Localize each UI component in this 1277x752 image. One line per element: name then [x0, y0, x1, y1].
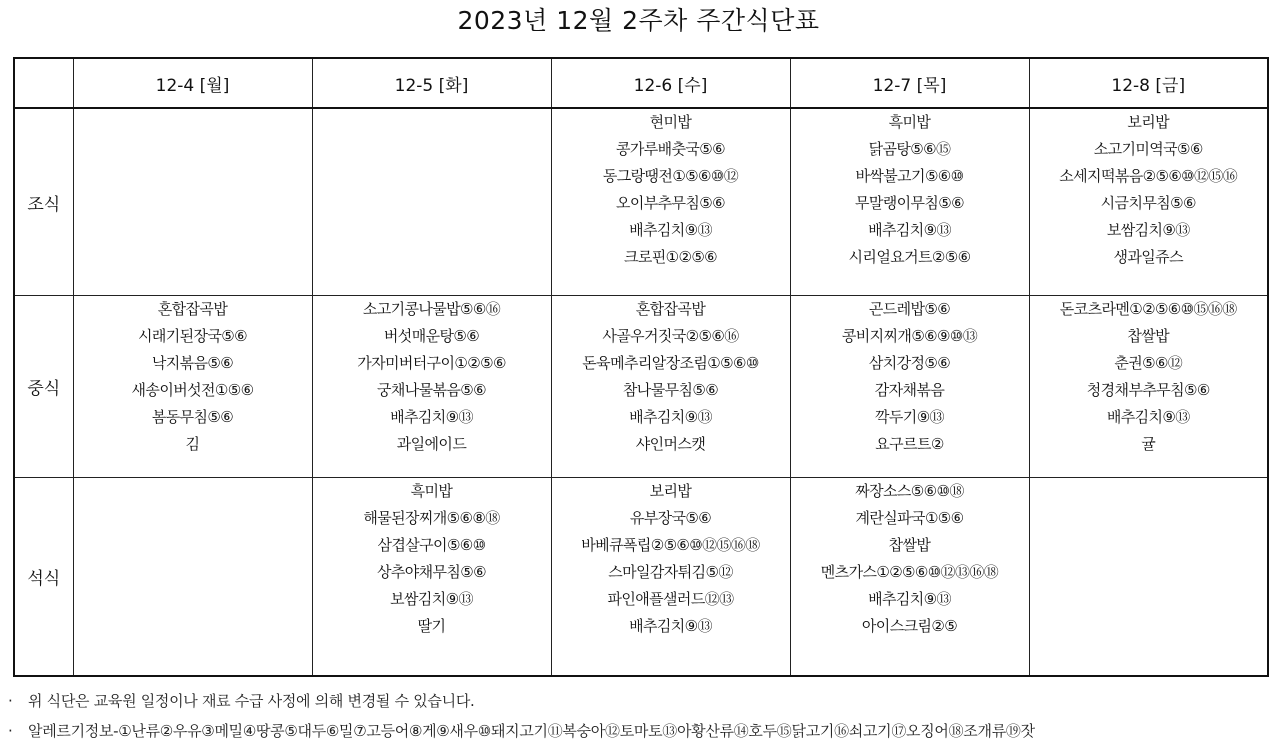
dish-item: 봄동무침⑤⑥	[151, 408, 234, 427]
day-header-row	[14, 58, 1268, 108]
dish-item: 파인애플샐러드⑫⑬	[607, 589, 734, 608]
dish-item: 시금치무침⑤⑥	[1100, 194, 1196, 213]
dish-item: 흑미밥	[888, 113, 931, 132]
day-header: 12-5 [화]	[312, 58, 551, 108]
dish-item: 청경채부추무침⑤⑥	[1086, 381, 1210, 400]
dish-item: 바베큐폭립②⑤⑥⑩⑫⑮⑯⑱	[581, 535, 760, 554]
dish-item: 배추김치⑨⑬	[629, 408, 712, 427]
note-bullet: ·	[8, 722, 13, 740]
dish-item: 배추김치⑨⑬	[390, 408, 473, 427]
meal-label-breakfast: 조식	[14, 108, 73, 296]
dish-item: 배추김치⑨⑬	[868, 221, 951, 240]
dish-item: 계란실파국①⑤⑥	[855, 508, 964, 527]
dish-item: 콩비지찌개⑤⑥⑨⑩⑬	[841, 327, 978, 346]
dish-item: 유부장국⑤⑥	[629, 508, 712, 527]
dish-item: 스마일감자튀김⑤⑫	[608, 562, 733, 581]
dish-item: 닭곰탕⑤⑥⑮	[868, 140, 951, 159]
note-text: 알레르기정보-①난류②우유③메밀④땅콩⑤대두⑥밀⑦고등어⑧게⑨새우⑩돼지고기⑪복숭아⑫토마토⑬아황산류⑭호두⑮닭고기⑯쇠고기⑰오징어⑱조개류⑲잣	[28, 722, 1035, 740]
dish-item: 춘권⑤⑥⑫	[1114, 354, 1183, 373]
menu-cell	[1029, 108, 1268, 296]
dish-item: 감자채볶음	[874, 381, 945, 400]
dish-item: 보리밥	[1127, 113, 1170, 132]
day-header: 12-7 [목]	[790, 58, 1029, 108]
corner-cell	[14, 58, 73, 108]
dish-item: 보리밥	[649, 481, 692, 500]
dish-item: 보쌈김치⑨⑬	[390, 589, 473, 608]
dish-item: 상추야채무침⑤⑥	[376, 562, 487, 581]
dish-item: 오이부추무침⑤⑥	[615, 194, 726, 213]
dish-item: 삼치강정⑤⑥	[868, 354, 951, 373]
menu-cell	[790, 296, 1029, 478]
dish-item: 크로핀①②⑤⑥	[623, 248, 718, 267]
dish-item: 흑미밥	[410, 481, 453, 500]
day-header: 12-8 [금]	[1029, 58, 1268, 108]
dish-item: 짜장소스⑤⑥⑩⑱	[855, 481, 964, 500]
dish-item: 멘츠가스①②⑤⑥⑩⑫⑬⑯⑱	[820, 562, 999, 581]
menu-cell	[1029, 477, 1268, 676]
menu-cell	[73, 108, 312, 296]
dish-item: 바싹불고기⑤⑥⑩	[855, 167, 964, 186]
dish-item: 김	[185, 435, 200, 454]
dish-item: 버섯매운탕⑤⑥	[383, 327, 480, 346]
dish-item: 소고기콩나물밥⑤⑥⑯	[362, 300, 501, 319]
menu-cell	[312, 108, 551, 296]
meal-row-dinner	[14, 477, 1268, 676]
meal-label-dinner: 석식	[14, 477, 73, 676]
dish-item: 요구르트②	[875, 435, 944, 454]
footnotes	[8, 686, 1268, 746]
meal-label-lunch: 중식	[14, 296, 73, 478]
dish-item: 사골우거짓국②⑤⑥⑯	[602, 327, 739, 346]
note-text: 위 식단은 교육원 일정이나 재료 수급 사정에 의해 변경될 수 있습니다.	[28, 692, 475, 710]
day-header: 12-6 [수]	[551, 58, 790, 108]
menu-cell	[312, 296, 551, 478]
dish-item: 과일에이드	[396, 435, 467, 454]
dish-item: 현미밥	[649, 113, 692, 132]
dish-item: 시래기된장국⑤⑥	[137, 327, 248, 346]
dish-item: 아이스크림②⑤	[861, 616, 958, 635]
dish-item: 배추김치⑨⑬	[868, 589, 951, 608]
menu-cell	[1029, 296, 1268, 478]
dish-item: 참나물무침⑤⑥	[622, 381, 719, 400]
dish-item: 배추김치⑨⑬	[1106, 408, 1190, 427]
dish-item: 콩가루배춧국⑤⑥	[615, 140, 726, 159]
dish-item: 새송이버섯전①⑤⑥	[131, 381, 254, 400]
dish-item: 삼겹살구이⑤⑥⑩	[377, 535, 486, 554]
dish-item: 소세지떡볶음②⑤⑥⑩⑫⑮⑯	[1059, 167, 1238, 186]
dish-item: 시리얼요거트②⑤⑥	[848, 248, 971, 267]
note-bullet: ·	[8, 692, 13, 710]
menu-cell	[790, 108, 1029, 296]
page-title: 2023년 12월 2주차 주간식단표	[457, 6, 820, 35]
menu-cell	[551, 108, 790, 296]
dish-item: 생과일쥬스	[1113, 248, 1183, 267]
dish-item: 돈코츠라멘①②⑤⑥⑩⑮⑯⑱	[1059, 300, 1237, 319]
dish-item: 무말랭이무침⑤⑥	[854, 194, 965, 213]
dish-item: 깍두기⑨⑬	[875, 408, 944, 427]
dish-item: 소고기미역국⑤⑥	[1093, 140, 1203, 159]
dish-item: 혼합잡곡밥	[635, 300, 706, 319]
note-schedule-change	[8, 686, 1268, 716]
menu-cell	[790, 477, 1029, 676]
dish-item: 동그랑땡전①⑤⑥⑩⑫	[602, 167, 739, 186]
dish-item: 궁채나물볶음⑤⑥	[376, 381, 487, 400]
dish-item: 가자미버터구이①②⑤⑥	[357, 354, 506, 373]
meal-row-breakfast	[14, 108, 1268, 296]
menu-cell	[73, 296, 312, 478]
dish-item: 배추김치⑨⑬	[629, 616, 712, 635]
menu-cell	[551, 296, 790, 478]
dish-item: 해물된장찌개⑤⑥⑧⑱	[363, 508, 500, 527]
dish-item: 낙지볶음⑤⑥	[151, 354, 234, 373]
menu-cell	[551, 477, 790, 676]
dish-item: 보쌈김치⑨⑬	[1106, 221, 1190, 240]
dish-item: 찹쌀밥	[888, 535, 931, 554]
dish-item: 돈육메추리알장조림①⑤⑥⑩	[582, 354, 759, 373]
menu-cell	[312, 477, 551, 676]
weekly-menu-table	[13, 57, 1269, 677]
meal-row-lunch	[14, 296, 1268, 478]
dish-item: 찹쌀밥	[1127, 327, 1170, 346]
menu-cell	[73, 477, 312, 676]
dish-item: 딸기	[417, 616, 446, 635]
dish-item: 귤	[1141, 435, 1156, 454]
note-allergy-info	[8, 716, 1268, 746]
dish-item: 배추김치⑨⑬	[629, 221, 712, 240]
day-header: 12-4 [월]	[73, 58, 312, 108]
dish-item: 샤인머스캣	[635, 435, 706, 454]
dish-item: 혼합잡곡밥	[157, 300, 228, 319]
dish-item: 곤드레밥⑤⑥	[868, 300, 951, 319]
